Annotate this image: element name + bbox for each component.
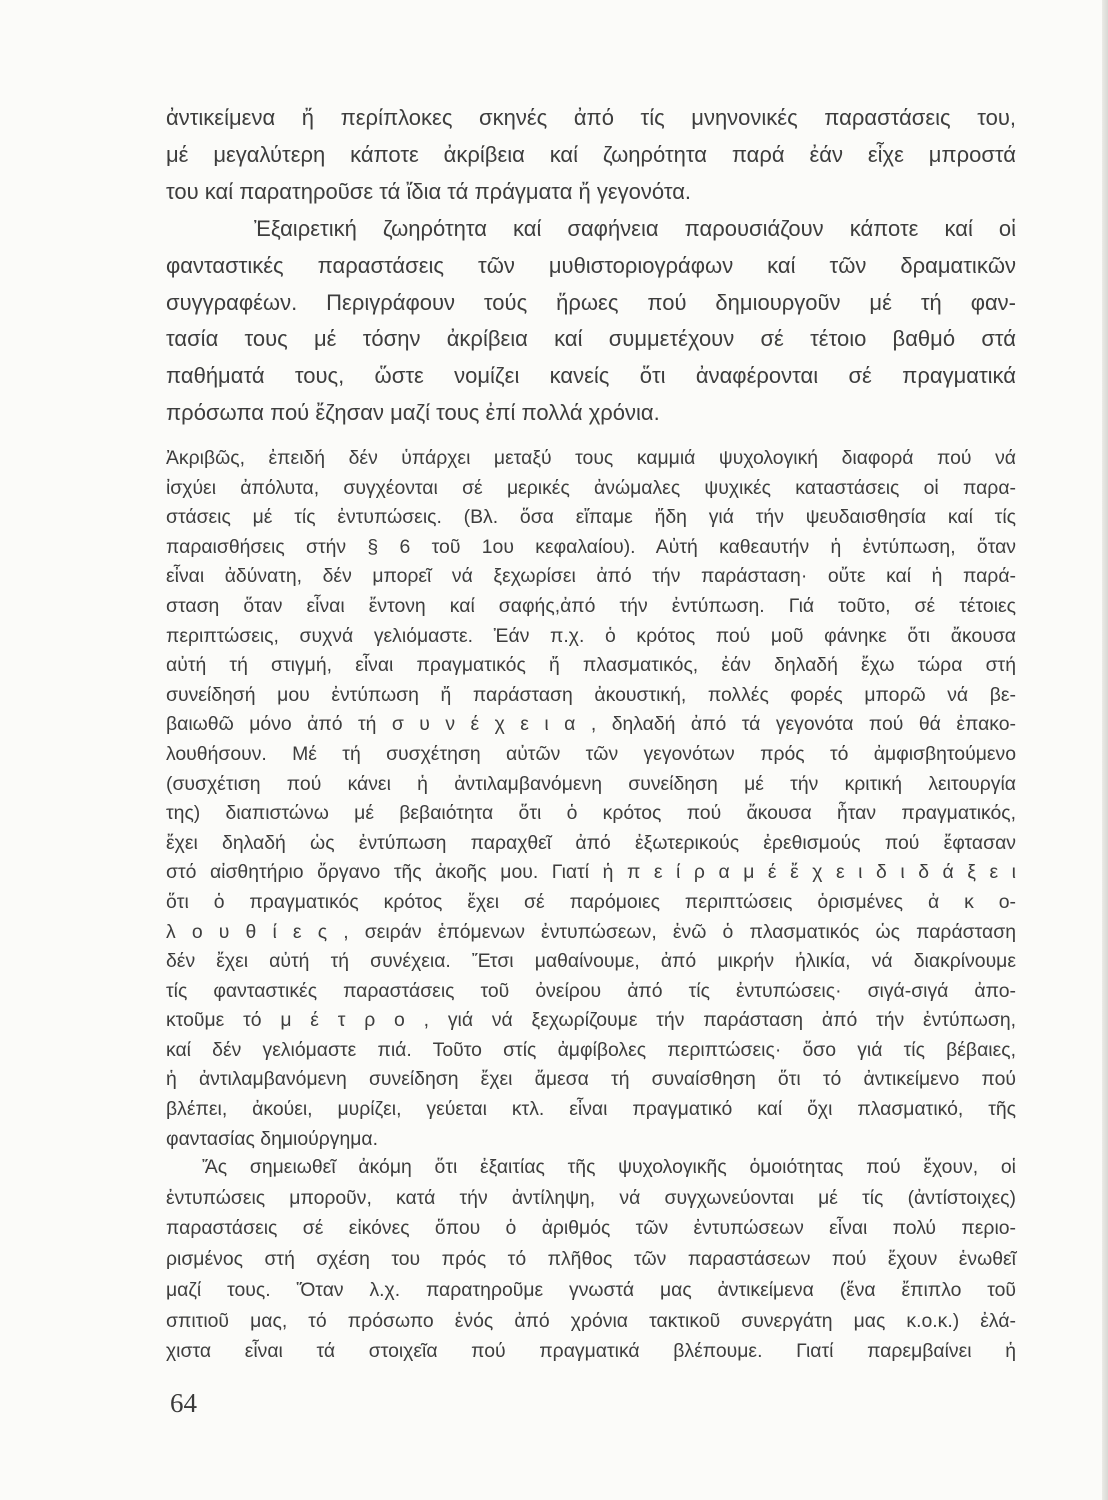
text-line: εἶναι ἀδύνατη, δέν μπορεῖ νά ξεχωρίσει ἀπό τήν παράσταση· οὔτε καί ἡ παρά- bbox=[166, 565, 1016, 588]
text-line: περιπτώσεις, συχνά γελιόμαστε. Ἐάν π.χ. ὁ κρότος πού μοῦ φάνηκε ὅτι ἄκουσα bbox=[166, 624, 1016, 647]
text-line: (συσχέτιση πού κάνει ἡ ἀντιλαμβανόμενη συνείδηση μέ τήν κριτική λειτουργία bbox=[166, 772, 1016, 795]
text-line: στό αἰσθητήριο ὄργανο τῆς ἀκοῆς μου. Γιατί ἡ π ε ί ρ α μ έ ἔ χ ε ι δ ι δ ά ξ ε ι bbox=[166, 861, 1016, 884]
text-line: φαντασίας δημιούργημα. bbox=[166, 1127, 379, 1150]
paragraph-2 bbox=[166, 444, 1016, 1154]
text-line: παραστάσεις σέ εἰκόνες ὅπου ὁ ἀριθμός τῶν ἐντυπώσεων εἶναι πολύ περιο- bbox=[166, 1217, 1016, 1240]
text-line: μέ μεγαλύτερη κάποτε ἀκρίβεια καί ζωηρότητα παρά ἐάν εἶχε μπροστά bbox=[166, 141, 1016, 167]
text-line: σπιτιοῦ μας, τό πρόσωπο ἑνός ἀπό χρόνια τακτικοῦ συνεργάτη μας κ.ο.κ.) ἐλά- bbox=[166, 1309, 1016, 1332]
paragraph-1 bbox=[166, 100, 1016, 432]
text-line: βαιωθῶ μόνο ἀπό τή σ υ ν έ χ ε ι α , δηλαδή ἀπό τά γεγονότα πού θά ἐπακο- bbox=[166, 713, 1016, 736]
text-line: συνείδησή μου ἐντύπωση ἤ παράσταση ἀκουστική, πολλές φορές μπορῶ νά βε- bbox=[166, 683, 1016, 706]
text-line: ὅτι ὁ πραγματικός κρότος ἔχει σέ παρόμοιες περιπτώσεις ὁρισμένες ἀ κ ο- bbox=[166, 890, 1016, 913]
text-line: κτοῦμε τό μ έ τ ρ ο , γιά νά ξεχωρίζουμε τήν παράσταση ἀπό τήν ἐντύπωση, bbox=[166, 1009, 1016, 1032]
text-line: βλέπει, ἀκούει, μυρίζει, γεύεται κτλ. εἶναι πραγματικό καί ὄχι πλασματικό, τῆς bbox=[166, 1098, 1016, 1121]
text-line: δέν ἔχει αὐτή τή συνέχεια. Ἔτσι μαθαίνουμε, ἀπό μικρήν ἡλικία, νά διακρίνουμε bbox=[166, 950, 1016, 973]
text-line: λ ο υ θ ί ε ς , σειράν ἑπόμενων ἐντυπώσεων, ἐνῶ ὁ πλασματικός ὡς παράσταση bbox=[166, 920, 1016, 943]
text-line: ἔχει δηλαδή ὡς ἐντύπωση παραχθεῖ ἀπό ἐξωτερικούς ἐρεθισμούς πού ἔφτασαν bbox=[166, 831, 1016, 854]
text-line: συγγραφέων. Περιγράφουν τούς ἥρωες πού δημιουργοῦν μέ τή φαν- bbox=[166, 289, 1016, 315]
paragraph-3 bbox=[166, 1152, 1016, 1367]
text-line: της) διαπιστώνω μέ βεβαιότητα ὅτι ὁ κρότος πού ἄκουσα ἦταν πραγματικός, bbox=[166, 802, 1016, 825]
text-line: ρισμένος στή σχέση του πρός τό πλῆθος τῶν παραστάσεων πού ἔχουν ἑνωθεῖ bbox=[166, 1248, 1016, 1271]
page-number: 64 bbox=[170, 1388, 197, 1418]
text-line: ἰσχύει ἀπόλυτα, συγχέονται σέ μερικές ἀνώμαλες ψυχικές καταστάσεις οἱ παρα- bbox=[166, 476, 1016, 499]
text-line: λουθήσουν. Μέ τή συσχέτηση αὐτῶν τῶν γεγονότων πρός τό ἀμφισβητούμενο bbox=[166, 742, 1016, 765]
text-line: χιστα εἶναι τά στοιχεῖα πού πραγματικά βλέπουμε. Γιατί παρεμβαίνει ἡ bbox=[166, 1340, 1016, 1363]
text-line: παθήματά τους, ὥστε νομίζει κανείς ὅτι ἀναφέρονται σέ πραγματικά bbox=[166, 363, 1016, 389]
text-line: φανταστικές παραστάσεις τῶν μυθιστοριογράφων καί τῶν δραματικῶν bbox=[166, 252, 1016, 278]
text-line: Ἐξαιρετική ζωηρότητα καί σαφήνεια παρουσιάζουν κάποτε καί οἱ bbox=[254, 215, 1016, 241]
text-line: σταση ὅταν εἶναι ἔντονη καί σαφής,ἀπό τήν ἐντύπωση. Γιά τοῦτο, σέ τέτοιες bbox=[166, 594, 1016, 617]
text-line: τασία τους μέ τόσην ἀκρίβεια καί συμμετέχουν σέ τέτοιο βαθμό στά bbox=[166, 326, 1016, 352]
text-line: πρόσωπα πού ἔζησαν μαζί τους ἐπί πολλά χρόνια. bbox=[166, 400, 660, 426]
text-line: παραισθήσεις στήν § 6 τοῦ 1ου κεφαλαίου). Αὐτή καθεαυτήν ἡ ἐντύπωση, ὅταν bbox=[166, 535, 1016, 558]
text-line: μαζί τους. Ὅταν λ.χ. παρατηροῦμε γνωστά μας ἀντικείμενα (ἕνα ἔπιπλο τοῦ bbox=[166, 1278, 1016, 1301]
text-line: ἐντυπώσεις μποροῦν, κατά τήν ἀντίληψη, νά συγχωνεύονται μέ τίς (ἀντίστοιχες) bbox=[166, 1186, 1016, 1209]
text-line: του καί παρατηροῦσε τά ἴδια τά πράγματα ἤ γεγονότα. bbox=[166, 178, 692, 204]
text-line: ἡ ἀντιλαμβανόμενη συνείδηση ἔχει ἄμεσα τή συναίσθηση ὅτι τό ἀντικείμενο πού bbox=[166, 1068, 1016, 1091]
text-line: στάσεις μέ τίς ἐντυπώσεις. (Βλ. ὅσα εἴπαμε ἤδη γιά τήν ψευδαισθησία καί τίς bbox=[166, 506, 1016, 529]
text-line: ἀντικείμενα ἤ περίπλοκες σκηνές ἀπό τίς μνηνονικές παραστάσεις του, bbox=[166, 105, 1016, 130]
text-line: Ἀκριβῶς, ἐπειδή δέν ὑπάρχει μεταξύ τους καμμιά ψυχολογική διαφορά πού νά bbox=[166, 447, 1016, 469]
text-line: τίς φανταστικές παραστάσεις τοῦ ὀνείρου ἀπό τίς ἐντυπώσεις· σιγά-σιγά ἀπο- bbox=[166, 979, 1016, 1002]
text-line: καί δέν γελιόμαστε πιά. Τοῦτο στίς ἀμφίβολες περιπτώσεις· ὅσο γιά τίς βέβαιες, bbox=[166, 1038, 1016, 1061]
text-line: αὐτή τή στιγμή, εἶναι πραγματικός ἤ πλασματικός, ἐάν δηλαδή ἔχω τώρα στή bbox=[166, 654, 1016, 677]
text-line: Ἄς σημειωθεῖ ἀκόμη ὅτι ἐξαιτίας τῆς ψυχολογικῆς ὁμοιότητας πού ἔχουν, οἱ bbox=[202, 1156, 1016, 1178]
page-edge bbox=[1102, 0, 1108, 1500]
